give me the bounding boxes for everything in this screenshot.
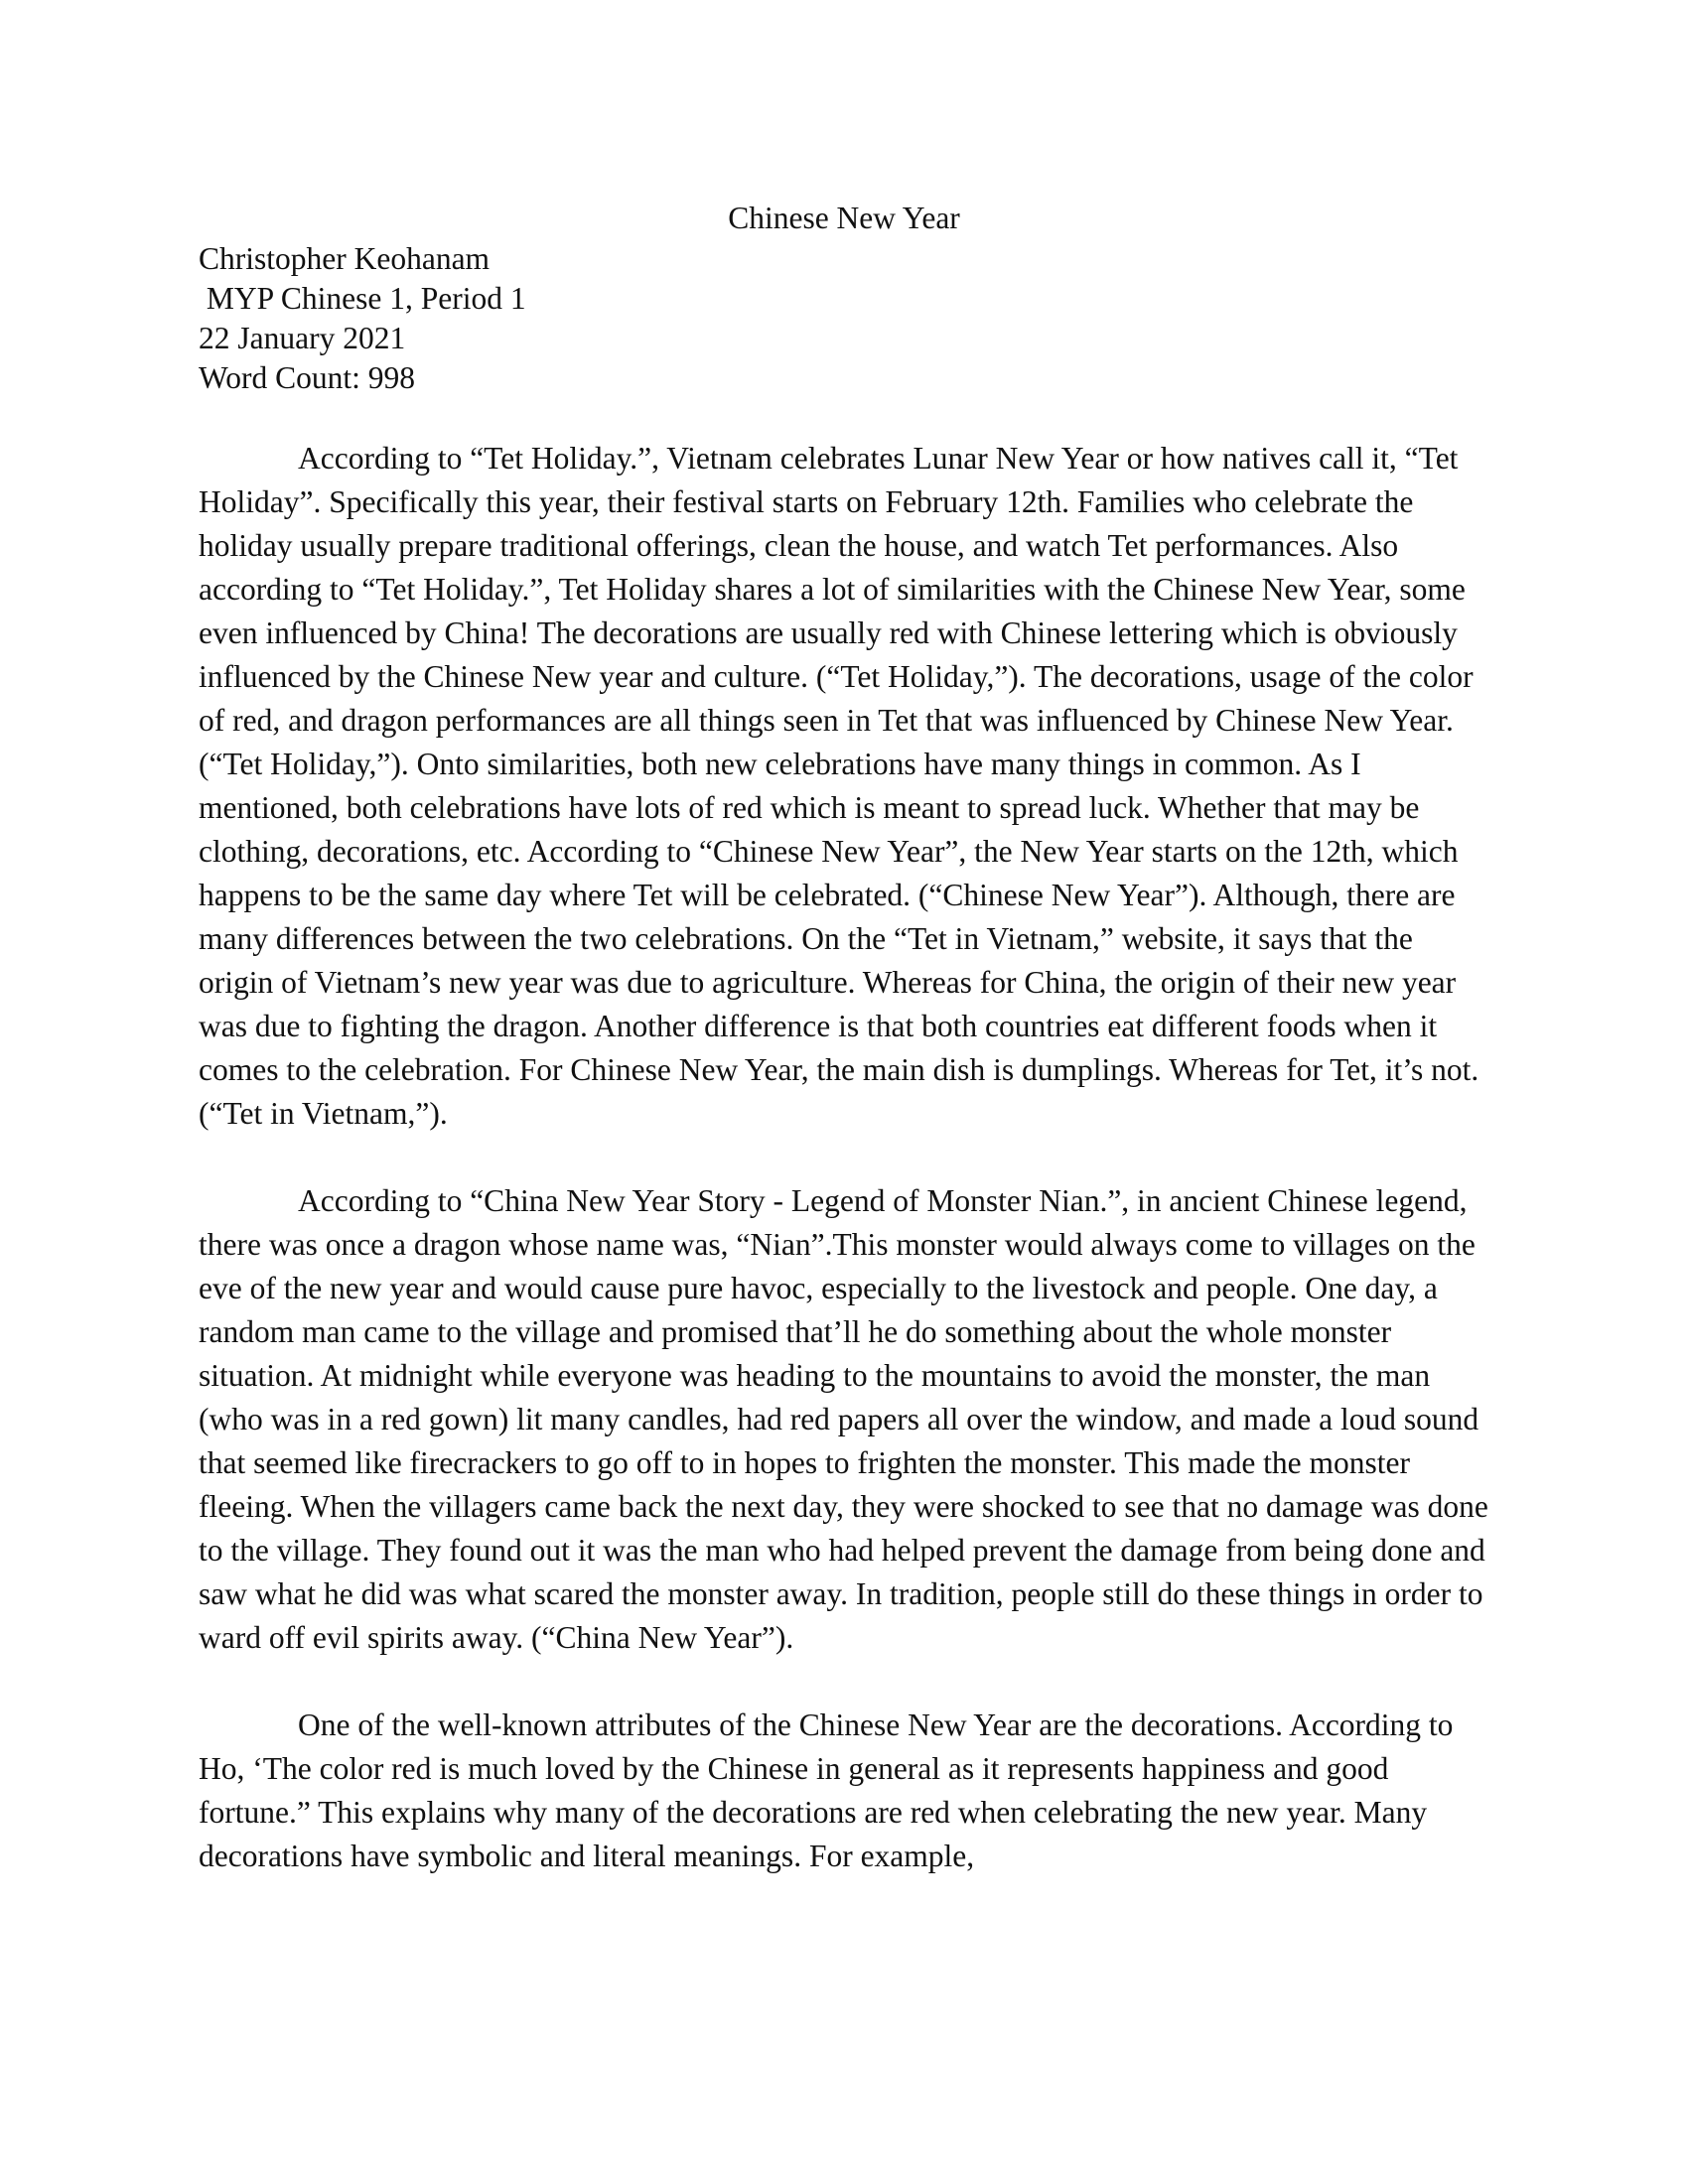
paragraph-tet-holiday: According to “Tet Holiday.”, Vietnam celebrates Lunar New Year or how natives call it, “Tet Holiday”. Specifically this year, their festival starts on February 12th. Families who celebrate the holiday usually prepare traditional offerings, clean the house, and watch Tet performances. Also according to “Tet Holiday.”, Tet Holiday shares a lot of similarities with the Chinese New Year, some even influenced by China! The decorations are usually red with Chinese lettering which is obviously influenced by the Chinese New year and culture. (“Tet Holiday,”). The decorations, usage of the color of red, and dragon performances are all things seen in Tet that was influenced by Chinese New Year. (“Tet Holiday,”). Onto similarities, both new celebrations have many things in common. As I mentioned, both celebrations have lots of red which is meant to spread luck. Whether that may be clothing, decorations, etc. According to “Chinese New Year”, the New Year starts on the 12th, which happens to be the same day where Tet will be celebrated. (“Chinese New Year”). Although, there are many differences between the two celebrations. On the “Tet in Vietnam,” website, it says that the origin of Vietnam’s new year was due to agriculture. Whereas for China, the origin of their new year was due to fighting the dragon. Another difference is that both countries eat different foods when it comes to the celebration. For Chinese New Year, the main dish is dumplings. Whereas for Tet, it’s not. (“Tet in Vietnam,”). (199, 441, 1479, 1131)
paragraph-decorations: One of the well-known attributes of the Chinese New Year are the decorations. According to Ho, ‘The color red is much loved by the Chinese in general as it represents happiness and good fortune.” This explains why many of the decorations are red when celebrating the new year. Many decorations have symbolic and literal meanings. For example, (199, 1707, 1454, 1873)
essay-header (199, 239, 1489, 398)
word-count: Word Count: 998 (199, 360, 415, 395)
document-title: Chinese New Year (728, 201, 960, 235)
essay-date: 22 January 2021 (199, 321, 406, 355)
author-name: Christopher Keohanam (199, 241, 491, 276)
course-info: MYP Chinese 1, Period 1 (199, 281, 526, 316)
paragraph-legend-nian: According to “China New Year Story - Legend of Monster Nian.”, in ancient Chinese legend, there was once a dragon whose name was, “Nian”.This monster would always come to villages on the eve of the new year and would cause pure havoc, especially to the livestock and people. One day, a random man came to the village and promised that’ll he do something about the whole monster situation. At midnight while everyone was heading to the mountains to avoid the monster, the man (who was in a red gown) lit many candles, had red papers all over the window, and made a loud sound that seemed like firecrackers to go off to in hopes to frighten the monster. This made the monster fleeing. When the villagers came back the next day, they were shocked to see that no damage was done to the village. They found out it was the man who had helped prevent the damage from being done and saw what he did was what scared the monster away. In tradition, people still do these things in order to ward off evil spirits away. (“China New Year”). (199, 1183, 1488, 1655)
essay-body (199, 437, 1489, 1922)
